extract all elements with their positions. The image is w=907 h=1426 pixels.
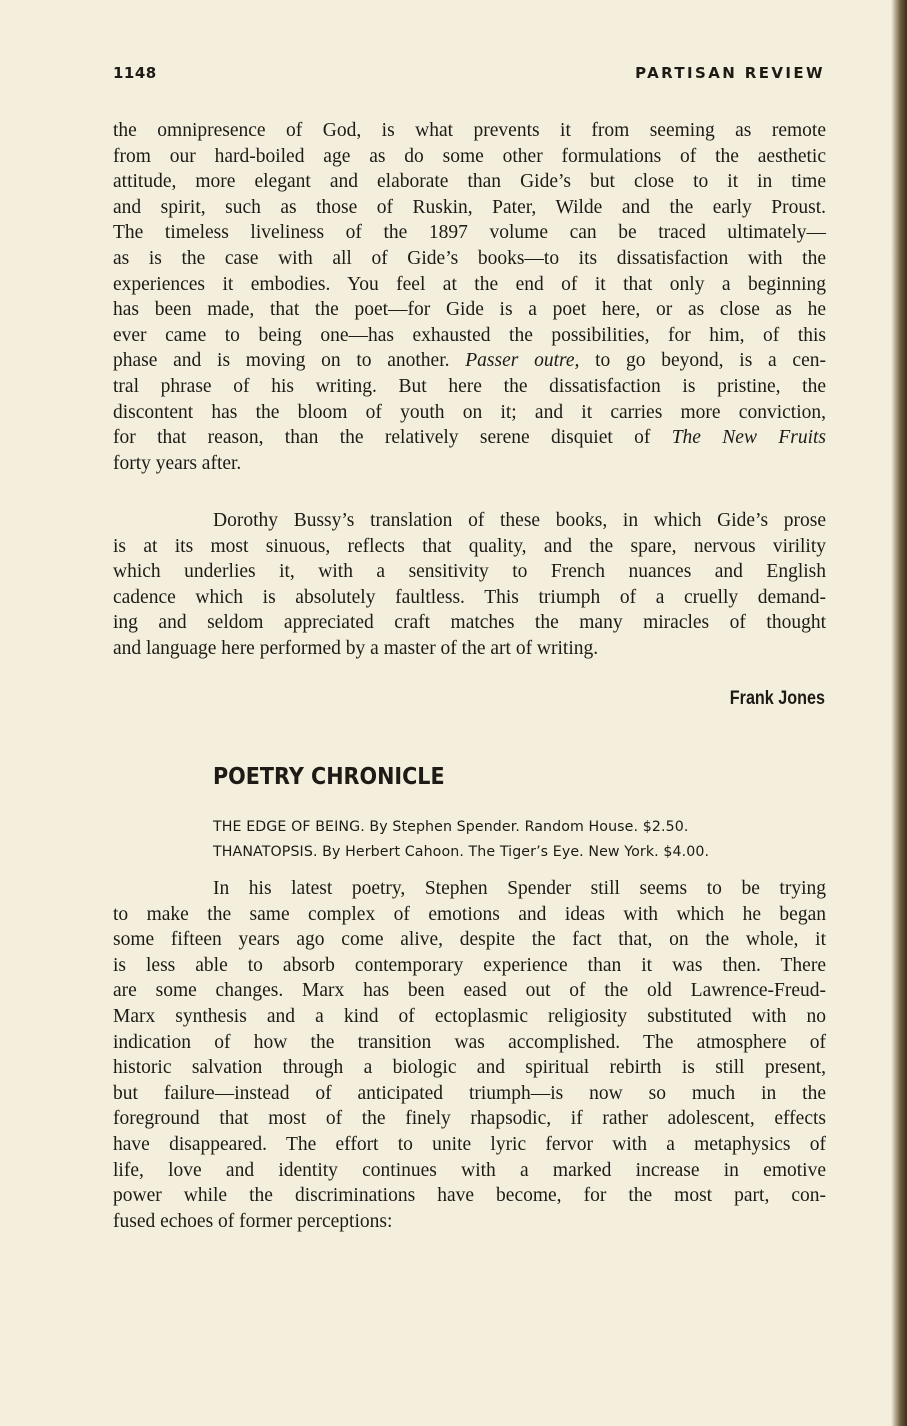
text-line: [113, 1055, 826, 1081]
text-line: [113, 876, 826, 902]
text-run: ever came to being one—has exhausted the possibilities, for him, of this: [113, 324, 826, 346]
running-title: PARTISAN REVIEW: [635, 64, 825, 82]
text-run: from our hard-boiled age as do some other formulations of the aesthetic: [113, 145, 826, 167]
text-run: to go beyond, is a cen-: [579, 350, 826, 372]
text-line: [113, 297, 826, 323]
text-run: has been made, that the poet—for Gide is a poet here, or as close as he: [113, 299, 826, 321]
book-entry-1: THE EDGE OF BEING. By Stephen Spender. Random House. $2.50.: [213, 819, 689, 835]
text-run: historic salvation through a biologic and spiritual rebirth is still present,: [113, 1057, 826, 1079]
text-run: to make the same complex of emotions and ideas with which he began: [113, 903, 826, 925]
text-line: [113, 246, 826, 272]
text-line: [113, 978, 826, 1004]
text-line: [113, 451, 826, 477]
text-line: [113, 1004, 826, 1030]
text-run: phase and is moving on to another.: [113, 350, 466, 372]
text-line: [113, 272, 826, 298]
book-entry-2: THANATOPSIS. By Herbert Cahoon. The Tiger’s Eye. New York. $4.00.: [213, 844, 710, 860]
text-line: [113, 144, 826, 170]
text-run: Marx synthesis and a kind of ectoplasmic religiosity substituted with no: [113, 1005, 826, 1027]
text-run: indication of how the transition was accomplished. The atmosphere of: [113, 1031, 826, 1053]
italic-title: Passer outre,: [465, 350, 580, 372]
text-line: [113, 169, 826, 195]
text-run: tral phrase of his writing. But here the dissatisfaction is pristine, the: [113, 375, 826, 397]
text-line: [113, 585, 826, 611]
text-line: [113, 610, 826, 636]
text-line: [113, 1183, 826, 1209]
text-line: [113, 534, 826, 560]
text-run: ing and seldom appreciated craft matches the many miracles of thought: [113, 612, 826, 634]
text-run: The timeless liveliness of the 1897 volume can be traced ultimately—: [113, 222, 826, 244]
text-line: [113, 348, 826, 374]
text-run: Dorothy Bussy’s translation of these books, in which Gide’s prose: [213, 510, 826, 531]
text-run: the omnipresence of God, is what prevents it from seeming as remote: [113, 120, 826, 141]
text-line: [113, 1209, 826, 1235]
text-line: [113, 1132, 826, 1158]
text-run: foreground that most of the finely rhapsodic, if rather adolescent, effects: [113, 1108, 826, 1130]
text-run: attitude, more elegant and elaborate than Gide’s but close to it in time: [113, 171, 826, 193]
text-run: In his latest poetry, Stephen Spender still seems to be trying: [213, 878, 826, 899]
text-run: and language here performed by a master of the art of writing.: [113, 637, 599, 659]
text-run: experiences it embodies. You feel at the end of it that only a beginning: [113, 273, 826, 295]
text-line: [113, 1106, 826, 1132]
body-paragraph-1: [113, 118, 826, 476]
text-line: [113, 374, 826, 400]
text-run: which underlies it, with a sensitivity to French nuances and English: [113, 561, 826, 583]
text-line: [113, 195, 826, 221]
text-line: [113, 636, 826, 662]
page-number: 1148: [113, 64, 157, 82]
text-run: forty years after.: [113, 452, 242, 474]
text-line: [113, 220, 826, 246]
text-line: [113, 559, 826, 585]
text-line: [113, 508, 826, 534]
text-line: [113, 953, 826, 979]
text-run: have disappeared. The effort to unite lyric fervor with a metaphysics of: [113, 1133, 826, 1155]
text-run: discontent has the bloom of youth on it; and it carries more conviction,: [113, 401, 826, 423]
text-line: [113, 1081, 826, 1107]
text-line: [113, 1158, 826, 1184]
author-signature: Frank Jones: [729, 688, 825, 709]
text-line: [113, 425, 826, 451]
body-paragraph-2: [113, 508, 826, 662]
text-run: fused echoes of former perceptions:: [113, 1210, 393, 1232]
text-run: life, love and identity continues with a marked increase in emotive: [113, 1159, 826, 1181]
text-run: as is the case with all of Gide’s books—to its dissatisfaction with the: [113, 247, 826, 269]
text-line: [113, 1030, 826, 1056]
text-run: are some changes. Marx has been eased out of the old Lawrence-Freud-: [113, 980, 826, 1002]
text-run: some fifteen years ago come alive, despite the fact that, on the whole, it: [113, 929, 826, 951]
review-paragraph: [113, 876, 826, 1234]
text-run: but failure—instead of anticipated triumph—is now so much in the: [113, 1082, 826, 1104]
text-line: [113, 927, 826, 953]
text-line: [113, 902, 826, 928]
section-title: POETRY CHRONICLE: [213, 764, 445, 790]
text-line: [113, 400, 826, 426]
page-edge-shadow: [891, 0, 907, 1426]
text-line: [113, 118, 826, 144]
text-run: power while the discriminations have become, for the most part, con-: [113, 1185, 826, 1207]
text-run: is less able to absorb contemporary experience than it was then. There: [113, 954, 826, 976]
text-run: is at its most sinuous, reflects that quality, and the spare, nervous virility: [113, 535, 826, 557]
text-run: cadence which is absolutely faultless. This triumph of a cruelly demand-: [113, 586, 826, 608]
text-run: and spirit, such as those of Ruskin, Pater, Wilde and the early Proust.: [113, 196, 826, 218]
text-line: [113, 323, 826, 349]
italic-title: The New Fruits: [671, 427, 826, 449]
text-run: for that reason, than the relatively serene disquiet of: [113, 427, 672, 449]
